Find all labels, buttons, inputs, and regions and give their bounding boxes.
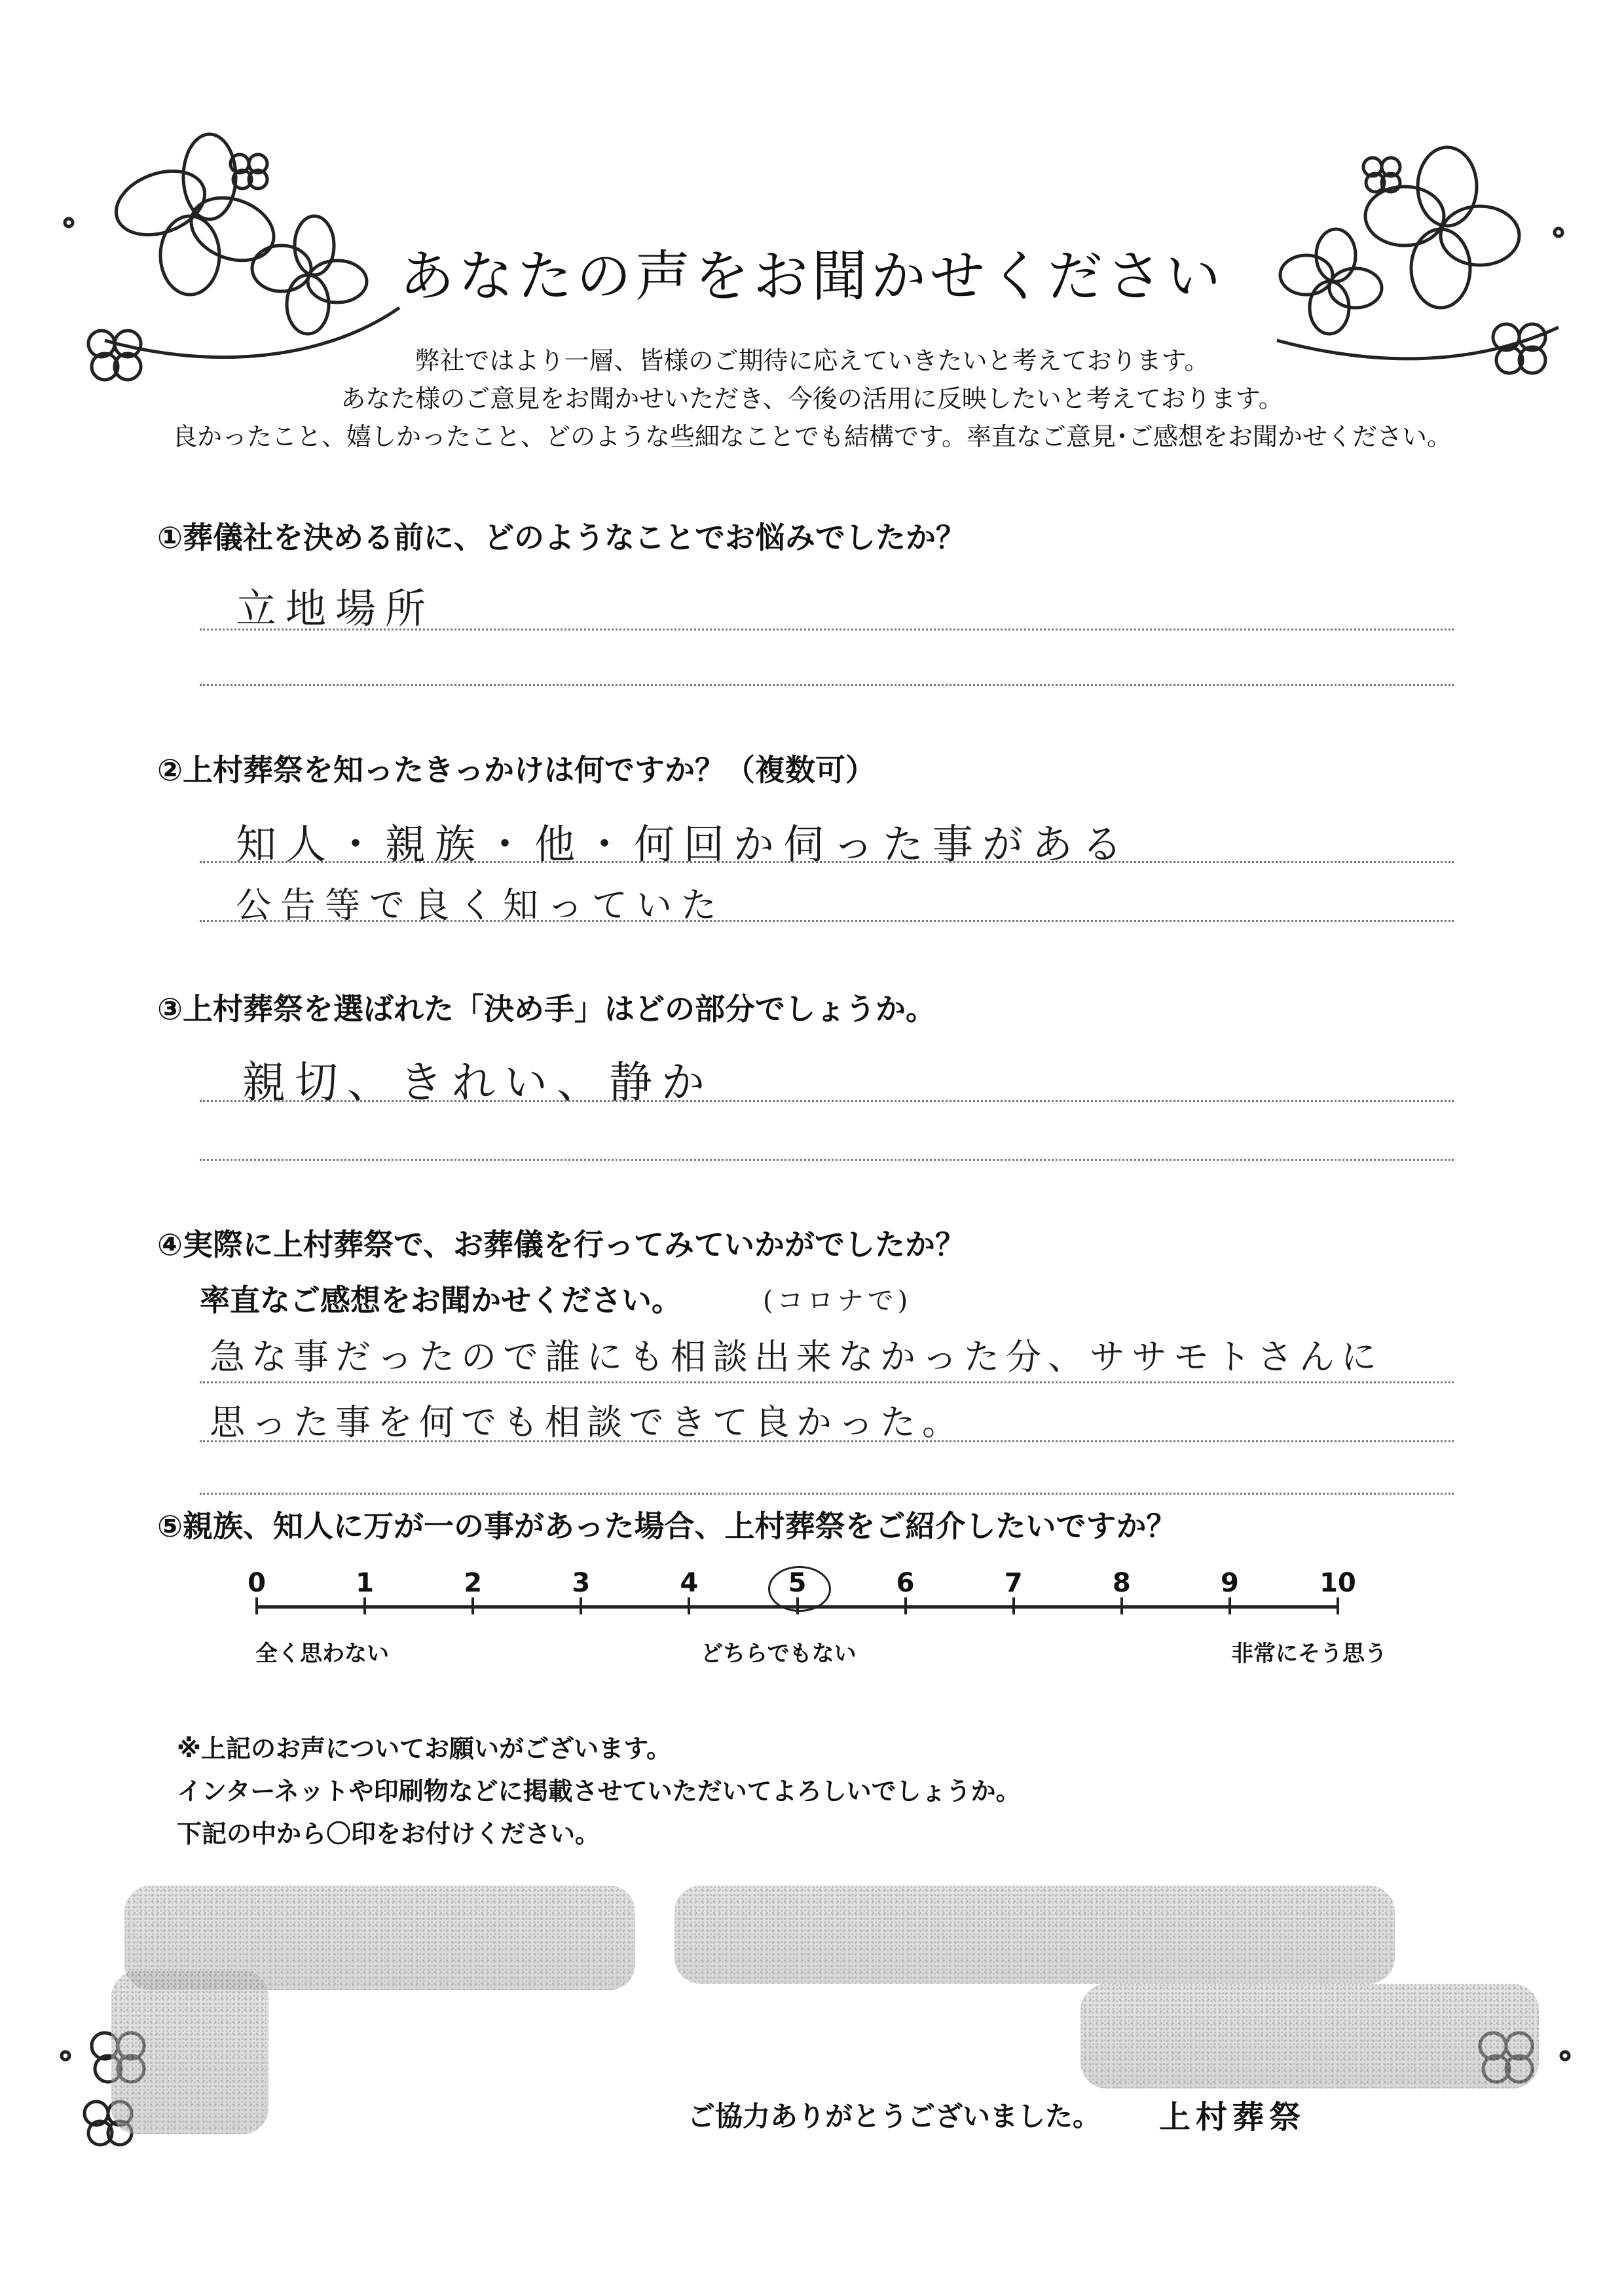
scale-number-7[interactable]: 7 — [1004, 1568, 1023, 1598]
scale-label-mid: どちらでもない — [701, 1641, 857, 1667]
notice-line-2: インターネットや印刷物などに掲載させていただいてよろしいでしょうか。 — [177, 1777, 1021, 1806]
scale-number-9[interactable]: 9 — [1220, 1568, 1239, 1598]
answer-rule — [200, 861, 1454, 863]
question-4: ④実際に上村葬祭で、お葬儀を行ってみていかがでしたか？ — [157, 1227, 966, 1262]
answer-rule — [200, 1100, 1454, 1102]
scale-tick — [1012, 1597, 1015, 1614]
question-5: ⑤親族、知人に万が一の事があった場合、上村葬祭をご紹介したいですか？ — [157, 1508, 1177, 1544]
scale-number-2[interactable]: 2 — [464, 1568, 483, 1598]
answer-2-line-2: 公告等で良く知っていた — [236, 884, 726, 926]
redacted-region — [1080, 1984, 1539, 2088]
footer-thanks: ご協力ありがとうございました。 — [688, 2100, 1101, 2132]
scale-number-4[interactable]: 4 — [680, 1568, 699, 1598]
answer-rule — [200, 684, 1454, 686]
scale-number-8[interactable]: 8 — [1112, 1568, 1131, 1598]
answer-rule — [200, 1159, 1454, 1161]
answer-4-line-2: 思った事を何でも相談できて良かった。 — [210, 1402, 964, 1443]
answer-rule — [200, 920, 1454, 922]
scale-tick — [1228, 1597, 1231, 1614]
answer-rule — [200, 1493, 1454, 1495]
scale-tick — [1120, 1597, 1123, 1614]
scale-number-3[interactable]: 3 — [572, 1568, 591, 1598]
answer-rule — [200, 629, 1454, 630]
selected-rating-circle — [768, 1566, 831, 1612]
intro-line-1: 弊社ではより一層、皆様のご期待に応えていきたいと考えております。 — [415, 346, 1209, 375]
answer-rule — [200, 1381, 1454, 1383]
scale-tick — [1337, 1597, 1339, 1614]
notice-line-3: 下記の中から〇印をお付けください。 — [177, 1819, 600, 1848]
scale-tick — [471, 1597, 474, 1614]
scale-number-0[interactable]: 0 — [248, 1568, 266, 1598]
scale-number-1[interactable]: 1 — [356, 1568, 375, 1598]
scale-label-low: 全く思わない — [255, 1641, 389, 1667]
answer-1-line-1: 立地場所 — [236, 585, 435, 632]
scale-label-high: 非常にそう思う — [1231, 1641, 1387, 1667]
question-2: ②上村葬祭を知ったきっかけは何ですか？（複数可） — [157, 752, 876, 788]
scale-number-6[interactable]: 6 — [896, 1568, 915, 1598]
scale-tick — [688, 1597, 690, 1614]
question-4-line-2: 率直なご感想をお聞かせください。 — [200, 1283, 682, 1318]
notice-line-1: ※上記のお声についてお願いがございます。 — [177, 1734, 672, 1763]
page-title: あなたの声をお聞かせください — [399, 244, 1225, 308]
answer-4-line-1: 急な事だったので誰にも相談出来なかった分、ササモトさんに — [210, 1336, 1383, 1377]
intro-line-3: 良かったこと、嬉しかったこと、どのような些細なことでも結構です。率直なご意見･ご感想をお聞かせください。 — [172, 422, 1452, 451]
footer-brand: 上村葬祭 — [1159, 2099, 1306, 2136]
redacted-region — [111, 1971, 268, 2134]
answer-3-line-1: 親切、きれい、静か — [242, 1057, 714, 1108]
scale-number-10[interactable]: 10 — [1320, 1568, 1356, 1598]
question-3: ③上村葬祭を選ばれた「決め手」はどの部分でしょうか。 — [157, 991, 936, 1027]
answer-4-note: (コロナで) — [763, 1286, 912, 1316]
scale-tick — [580, 1597, 582, 1614]
scale-number-5[interactable]: 5 — [788, 1568, 807, 1598]
answer-2-line-1: 知人・親族・他・何回か伺った事がある — [236, 820, 1132, 868]
question-1: ①葬儀社を決める前に、どのようなことでお悩みでしたか？ — [157, 520, 966, 555]
answer-rule — [200, 1440, 1454, 1442]
scale-tick — [904, 1597, 907, 1614]
intro-line-2: あなた様のご意見をお聞かせいただき、今後の活用に反映したいと考えております。 — [341, 384, 1283, 413]
redacted-region — [674, 1886, 1395, 1984]
scale-tick — [363, 1597, 366, 1614]
scale-tick — [255, 1597, 258, 1614]
